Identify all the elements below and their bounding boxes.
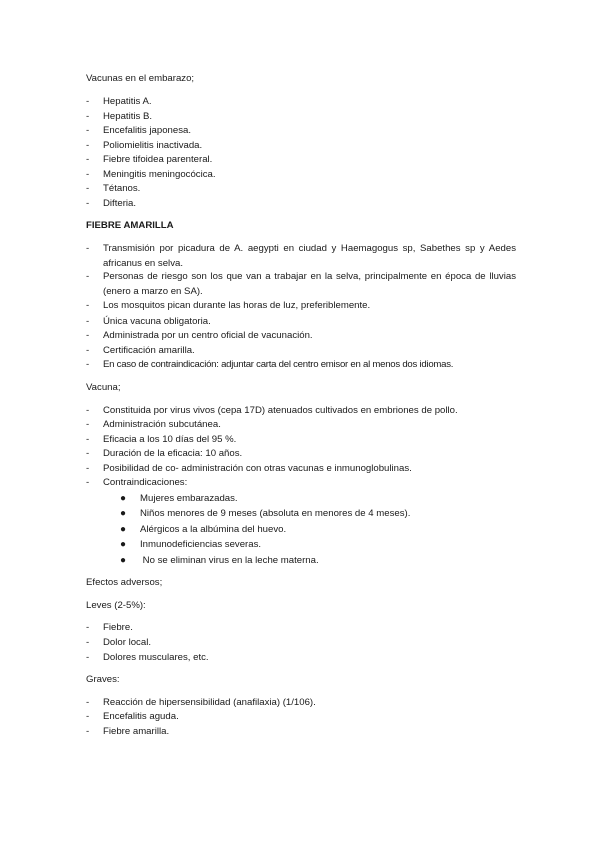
dash-marker: -	[86, 463, 90, 474]
list-item-text: Encefalitis japonesa.	[103, 125, 191, 136]
list-item-text: Dolor local.	[103, 637, 151, 648]
list-item-text: Reacción de hipersensibilidad (anafilaxia) (1/106).	[103, 697, 316, 708]
list-item-text: Duración de la eficacia: 10 años.	[103, 448, 243, 459]
sub-list-item-text: Niños menores de 9 meses (absoluta en menores de 4 meses).	[140, 508, 411, 519]
dash-marker: -	[86, 434, 90, 445]
list-item	[86, 242, 516, 271]
list-item	[86, 621, 516, 636]
dash-marker: -	[86, 300, 90, 311]
dash-marker: -	[86, 697, 90, 708]
sub-list-item-text: Alérgicos a la albúmina del huevo.	[140, 524, 287, 535]
list-item	[86, 197, 516, 212]
list-item	[86, 124, 516, 139]
list-item	[86, 329, 516, 344]
dash-marker: -	[86, 125, 90, 136]
sub-list-item-text: Mujeres embarazadas.	[140, 493, 238, 504]
dash-marker: -	[86, 96, 90, 107]
dash-marker: -	[86, 330, 90, 341]
list-item-text: Contraindicaciones:	[103, 477, 188, 488]
dash-marker: -	[86, 243, 90, 254]
dash-marker: -	[86, 405, 90, 416]
section-title-efectos-adversos: Efectos adversos;	[86, 577, 163, 588]
dash-marker: -	[86, 448, 90, 459]
list-item	[86, 462, 516, 477]
list-item	[86, 153, 516, 168]
list-item-text: Personas de riesgo son los que van a trabajar en la selva, principalmente en época de lluvias (enero a marzo en SA).	[103, 271, 516, 297]
dash-marker: -	[86, 271, 90, 282]
list-item-text: Los mosquitos pican durante las horas de luz, preferiblemente.	[103, 300, 371, 311]
list-item-text: Tétanos.	[103, 183, 141, 194]
dash-marker: -	[86, 477, 90, 488]
dash-marker: -	[86, 652, 90, 663]
sub-list-item-text: No se eliminan virus en la leche materna.	[140, 555, 319, 566]
list-item	[86, 270, 516, 299]
list-item	[86, 182, 516, 197]
list-item	[86, 447, 516, 462]
list-item-text: Constituida por virus vivos (cepa 17D) atenuados cultivados en embriones de pollo.	[103, 405, 458, 416]
sub-list-item	[120, 492, 238, 507]
sub-list-item	[120, 507, 410, 522]
list-item-text: Certificación amarilla.	[103, 345, 195, 356]
list-item-text: Posibilidad de co- administración con otras vacunas e inmunoglobulinas.	[103, 463, 412, 474]
dash-marker: -	[86, 198, 90, 209]
list-item	[86, 433, 516, 448]
section-title-vacuna: Vacuna;	[86, 382, 121, 393]
sub-list-item-text: Inmunodeficiencias severas.	[140, 539, 262, 550]
list-item-text: Fiebre.	[103, 622, 133, 633]
list-item-text: Fiebre amarilla.	[103, 726, 170, 737]
bullet-icon: ●	[120, 508, 127, 519]
list-item	[86, 636, 516, 651]
list-item	[86, 168, 516, 183]
bullet-icon: ●	[120, 524, 127, 535]
dash-marker: -	[86, 154, 90, 165]
list-item	[86, 696, 516, 711]
sub-list-item	[120, 554, 319, 569]
list-item-text: Administrada por un centro oficial de vacunación.	[103, 330, 313, 341]
list-item	[86, 299, 516, 314]
list-item-text: Fiebre tifoidea parenteral.	[103, 154, 213, 165]
dash-marker: -	[86, 419, 90, 430]
list-item-text: Única vacuna obligatoria.	[103, 316, 211, 327]
list-item	[86, 139, 516, 154]
list-item-text: Administración subcutánea.	[103, 419, 221, 430]
bullet-icon: ●	[120, 493, 127, 504]
dash-marker: -	[86, 359, 89, 370]
list-item-text: Encefalitis aguda.	[103, 711, 179, 722]
sub-list-item	[120, 538, 261, 553]
list-item	[86, 404, 526, 419]
list-item	[86, 95, 516, 110]
list-item	[86, 725, 516, 740]
list-item-text: Difteria.	[103, 198, 137, 209]
list-item-text: En caso de contraindicación: adjuntar carta del centro emisor en al menos dos idiomas.	[103, 359, 454, 370]
list-item	[86, 110, 516, 125]
dash-marker: -	[86, 316, 90, 327]
sub-list-item	[120, 523, 286, 538]
list-item	[86, 710, 516, 725]
dash-marker: -	[86, 637, 90, 648]
list-item-text: Meningitis meningocócica.	[103, 169, 216, 180]
heading-fiebre-amarilla: FIEBRE AMARILLA	[86, 220, 174, 231]
section-title-graves: Graves:	[86, 674, 120, 685]
list-item	[86, 315, 516, 330]
list-item-text: Dolores musculares, etc.	[103, 652, 209, 663]
dash-marker: -	[86, 111, 90, 122]
list-item-text: Poliomielitis inactivada.	[103, 140, 203, 151]
bullet-icon: ●	[120, 555, 127, 566]
dash-marker: -	[86, 345, 90, 356]
list-item-text: Hepatitis B.	[103, 111, 153, 122]
list-item-text: Hepatitis A.	[103, 96, 152, 107]
dash-marker: -	[86, 711, 90, 722]
dash-marker: -	[86, 140, 90, 151]
list-item	[86, 418, 516, 433]
list-item	[86, 358, 526, 373]
list-item	[86, 476, 516, 491]
dash-marker: -	[86, 726, 90, 737]
dash-marker: -	[86, 169, 90, 180]
list-item	[86, 344, 516, 359]
section-title-vacunas-embarazo: Vacunas en el embarazo;	[86, 73, 195, 84]
list-item-text: Transmisión por picadura de A. aegypti en ciudad y Haemagogus sp, Sabethes sp y Aedes africanus en selva.	[103, 243, 516, 269]
section-title-leves: Leves (2-5%):	[86, 600, 146, 611]
dash-marker: -	[86, 622, 90, 633]
list-item-text: Eficacia a los 10 días del 95 %.	[103, 434, 237, 445]
bullet-icon: ●	[120, 539, 127, 550]
dash-marker: -	[86, 183, 90, 194]
list-item	[86, 651, 516, 666]
